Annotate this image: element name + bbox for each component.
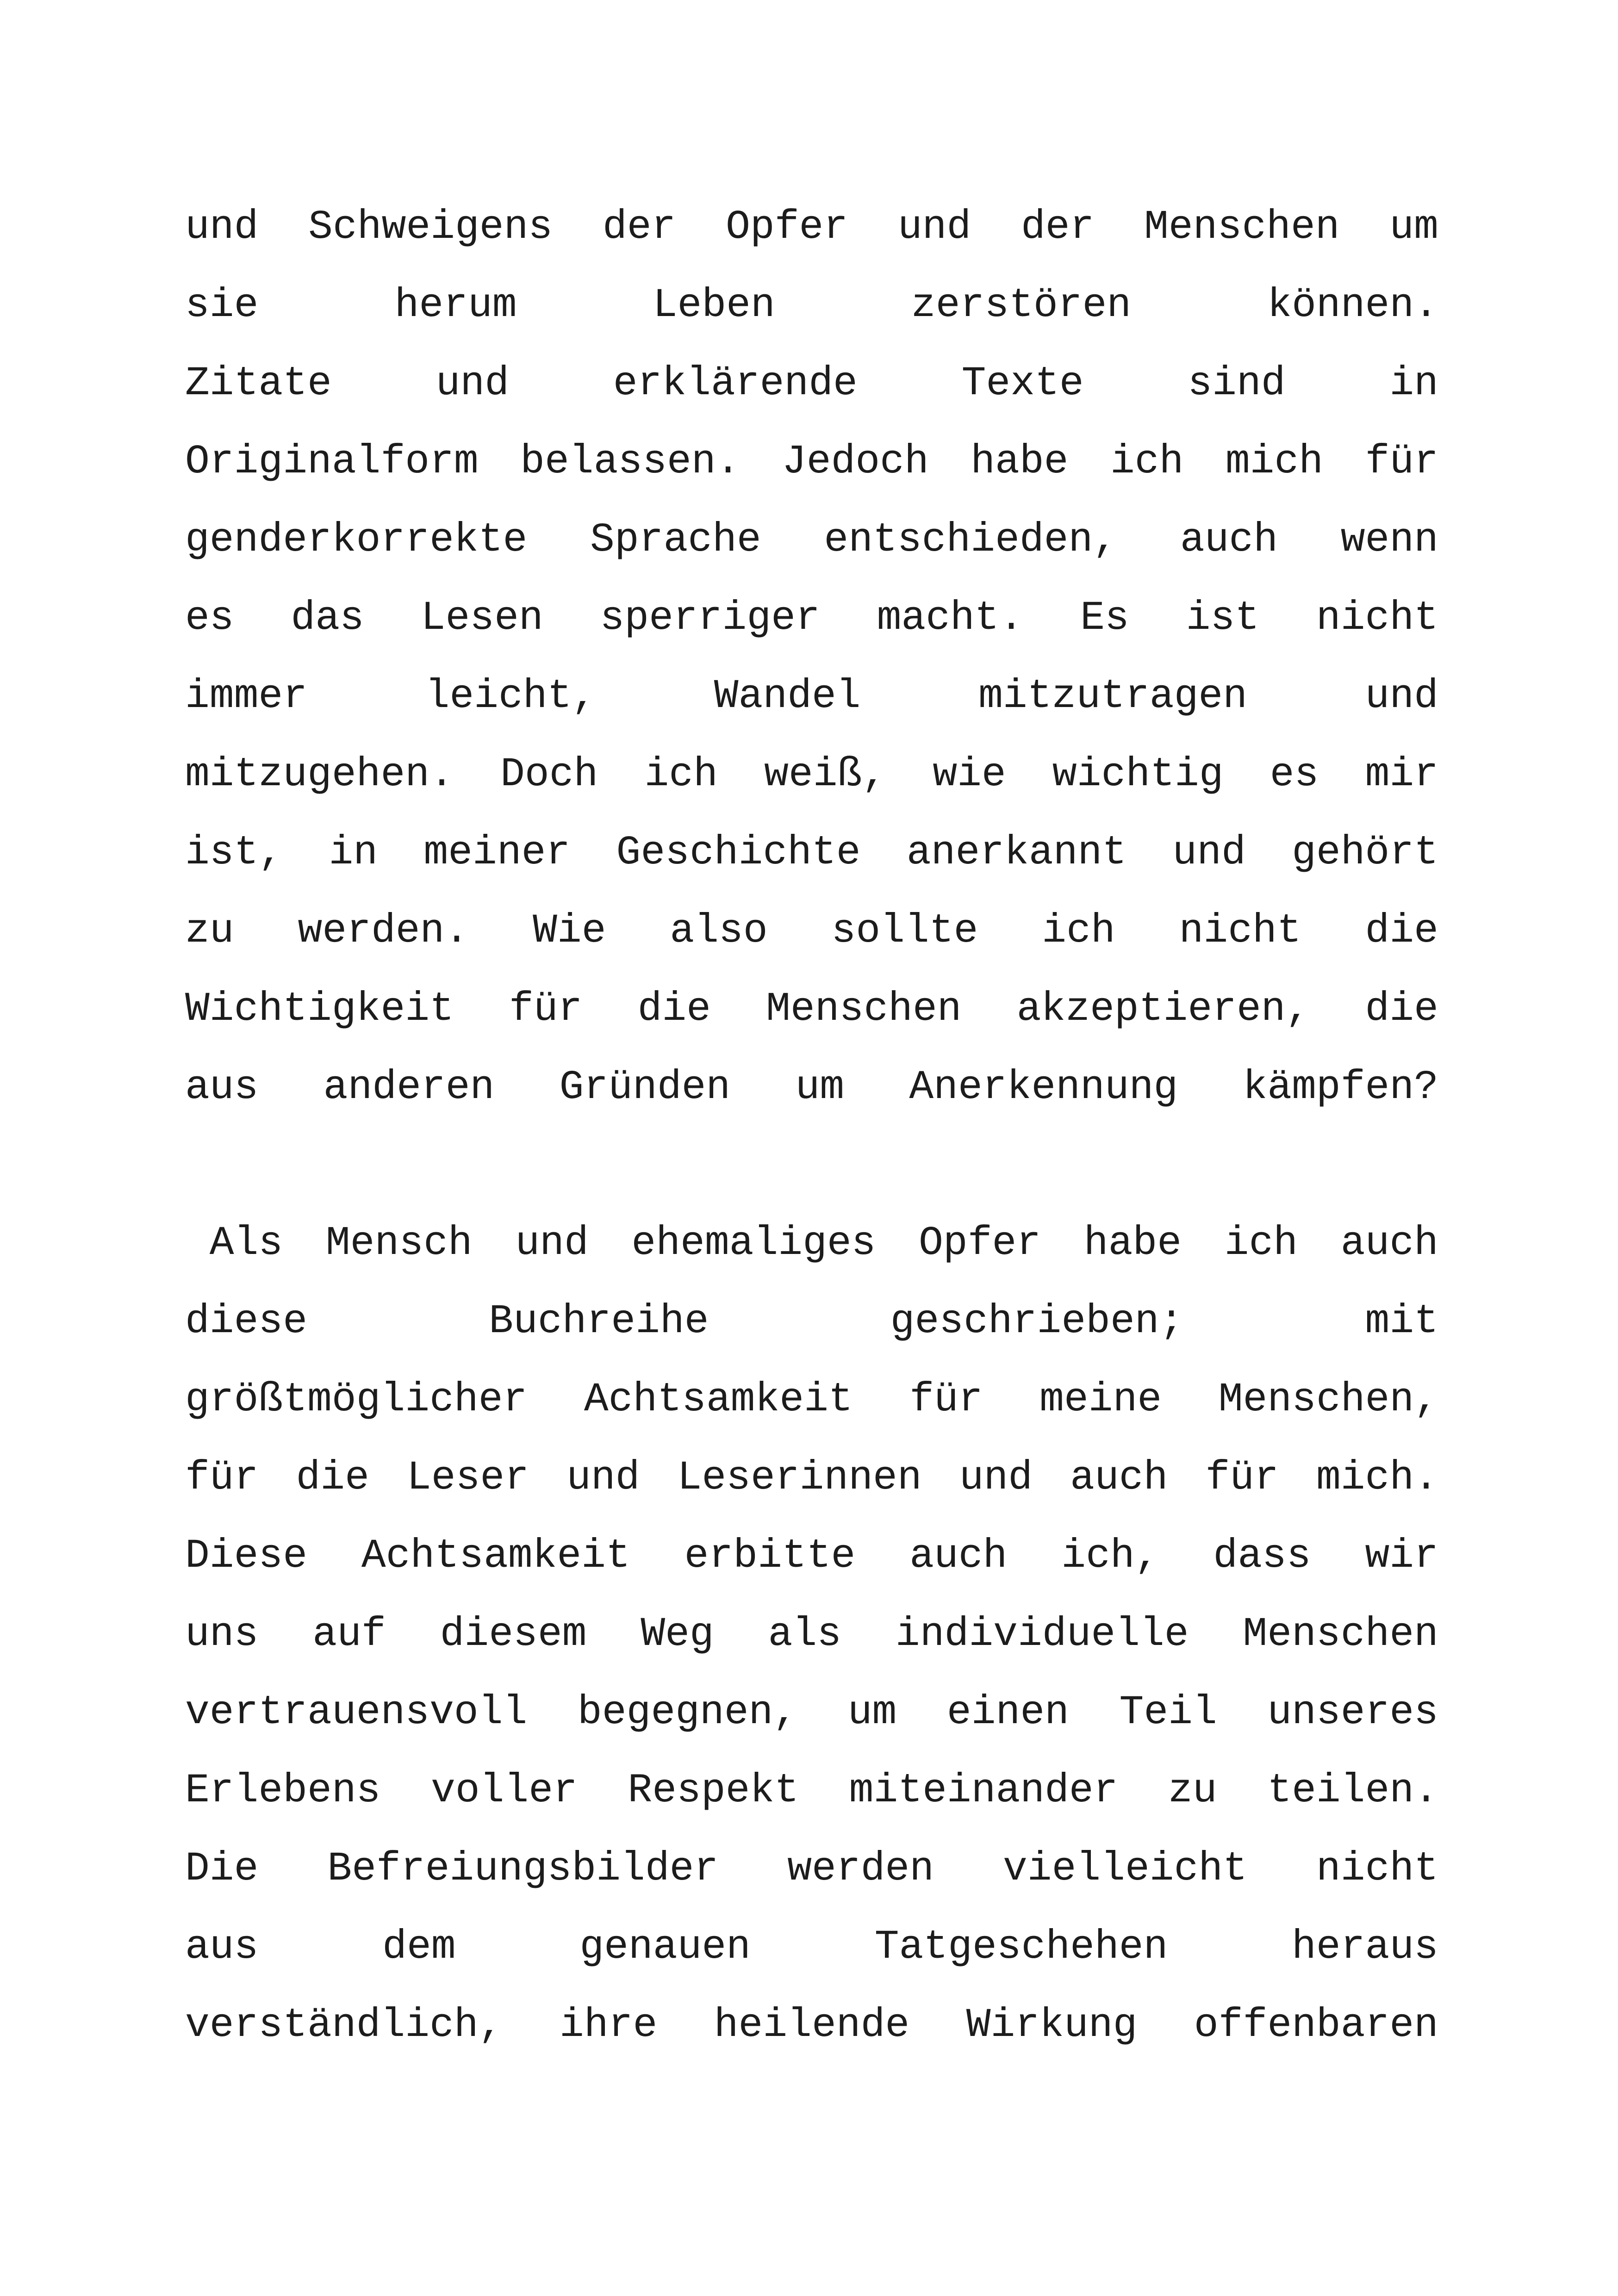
text-word: Tatgeschehen	[874, 1924, 1168, 1970]
text-line	[185, 1283, 1438, 1361]
text-word: als	[768, 1612, 842, 1657]
text-word: Geschichte	[616, 830, 861, 876]
text-word: größtmöglicher	[185, 1377, 528, 1423]
text-word: Weg	[641, 1612, 714, 1657]
text-word: anerkannt	[906, 830, 1127, 876]
text-word: um	[847, 1690, 897, 1736]
text-line	[185, 1049, 1438, 1127]
text-word: werden.	[298, 908, 469, 954]
text-word: meiner	[423, 830, 571, 876]
text-word: Befreiungsbilder	[327, 1846, 719, 1892]
text-word: unseres	[1267, 1690, 1438, 1736]
text-word: für	[909, 1377, 983, 1423]
text-word: können.	[1267, 283, 1438, 329]
text-word: um	[795, 1065, 845, 1111]
text-word: teilen.	[1267, 1768, 1438, 1814]
text-word: und	[515, 1221, 589, 1266]
text-word: Zitate	[185, 361, 332, 407]
text-word: mir	[1365, 752, 1438, 798]
text-word: die	[1365, 987, 1438, 1032]
text-word: belassen.	[520, 439, 741, 485]
text-word: genderkorrekte	[185, 517, 528, 563]
text-word: begegnen,	[577, 1690, 798, 1736]
text-line	[185, 501, 1438, 579]
text-word: ich	[1224, 1221, 1298, 1266]
text-word: nicht	[1316, 1846, 1438, 1892]
text-word: ich	[644, 752, 718, 798]
text-word: auch	[1340, 1221, 1438, 1266]
text-word: Leserinnen	[677, 1455, 922, 1501]
text-word: sperriger	[600, 596, 820, 641]
text-word: für	[509, 987, 583, 1032]
text-word: und	[436, 361, 510, 407]
text-word: Erlebens	[185, 1768, 381, 1814]
text-word: Leser	[406, 1455, 529, 1501]
text-word: wir	[1365, 1533, 1438, 1579]
text-word: Es	[1080, 596, 1129, 641]
text-word: verständlich,	[185, 2003, 503, 2048]
text-line	[185, 267, 1438, 345]
text-line	[185, 579, 1438, 658]
text-word: in	[1389, 361, 1438, 407]
text-word: auf	[312, 1612, 386, 1657]
text-line	[185, 1517, 1438, 1595]
text-word: Wie	[533, 908, 606, 954]
text-word: nicht	[1316, 596, 1438, 641]
text-word: Wichtigkeit	[185, 987, 454, 1032]
paragraph-1	[185, 188, 1438, 1127]
text-word: wie	[933, 752, 1006, 798]
text-word: es	[185, 596, 234, 641]
text-word: ist,	[185, 830, 283, 876]
text-word: mich.	[1316, 1455, 1438, 1501]
text-word: sind	[1188, 361, 1286, 407]
text-line	[185, 345, 1438, 423]
text-word: heraus	[1292, 1924, 1438, 1970]
text-word: macht.	[877, 596, 1024, 641]
text-word: Sprache	[590, 517, 761, 563]
text-word: ist	[1186, 596, 1260, 641]
text-word: um	[1389, 205, 1438, 250]
text-word: mit	[1365, 1299, 1438, 1345]
text-word: wenn	[1340, 517, 1438, 563]
text-word: die	[637, 987, 711, 1032]
text-line	[185, 1204, 1438, 1283]
text-word: Mensch	[325, 1221, 473, 1266]
text-word: dem	[382, 1924, 456, 1970]
text-word: sollte	[831, 908, 978, 954]
text-word: werden	[787, 1846, 934, 1892]
text-word: Teil	[1119, 1690, 1217, 1736]
text-word: für	[185, 1455, 259, 1501]
text-word: in	[329, 830, 378, 876]
text-word: Respekt	[628, 1768, 799, 1814]
text-word: ich	[1110, 439, 1184, 485]
text-word: zu	[185, 908, 234, 954]
text-word: zu	[1168, 1768, 1217, 1814]
text-word: Originalform	[185, 439, 479, 485]
text-word: Opfer	[726, 205, 848, 250]
text-word: Achtsamkeit	[361, 1533, 630, 1579]
text-word: Als	[185, 1221, 283, 1266]
text-line	[185, 188, 1438, 267]
text-word: Opfer	[919, 1221, 1041, 1266]
text-word: nicht	[1179, 908, 1301, 954]
text-word: Doch	[500, 752, 598, 798]
text-word: für	[1205, 1455, 1279, 1501]
text-line	[185, 423, 1438, 501]
text-word: und	[959, 1455, 1033, 1501]
text-word: Menschen	[1243, 1612, 1438, 1657]
text-word: vielleicht	[1002, 1846, 1248, 1892]
text-word: Menschen,	[1218, 1377, 1438, 1423]
text-word: geschrieben;	[890, 1299, 1184, 1345]
text-word: und	[1172, 830, 1246, 876]
text-word: sie	[185, 283, 259, 329]
text-word: Buchreihe	[489, 1299, 709, 1345]
text-word: entschieden,	[824, 517, 1118, 563]
text-word: heilende	[714, 2003, 910, 2048]
text-word: Schweigens	[308, 205, 553, 250]
text-word: diesem	[440, 1612, 587, 1657]
text-word: akzeptieren,	[1016, 987, 1310, 1032]
text-word: und	[566, 1455, 640, 1501]
text-word: ich,	[1061, 1533, 1159, 1579]
text-word: voller	[431, 1768, 578, 1814]
text-word: habe	[1083, 1221, 1182, 1266]
text-line	[185, 970, 1438, 1049]
text-line	[185, 1752, 1438, 1830]
text-line	[185, 1595, 1438, 1674]
text-word: Die	[185, 1846, 259, 1892]
text-word: Jedoch	[782, 439, 929, 485]
text-word: vertrauensvoll	[185, 1690, 528, 1736]
text-word: Wirkung	[966, 2003, 1138, 2048]
text-word: auch	[909, 1533, 1008, 1579]
text-word: offenbaren	[1194, 2003, 1438, 2048]
text-word: habe	[971, 439, 1069, 485]
text-word: immer	[185, 674, 308, 720]
text-word: das	[291, 596, 364, 641]
text-word: Achtsamkeit	[584, 1377, 853, 1423]
text-word: Texte	[961, 361, 1084, 407]
text-word: Menschen	[766, 987, 962, 1032]
text-word: gehört	[1292, 830, 1438, 876]
text-word: ihre	[560, 2003, 658, 2048]
text-line	[185, 1439, 1438, 1517]
text-word: anderen	[323, 1065, 495, 1111]
text-word: individuelle	[895, 1612, 1189, 1657]
text-word: aus	[185, 1065, 259, 1111]
text-line	[185, 1830, 1438, 1908]
text-word: erklärende	[613, 361, 858, 407]
text-line	[185, 1674, 1438, 1752]
text-word: auch	[1180, 517, 1278, 563]
text-word: für	[1365, 439, 1438, 485]
text-word: herum	[394, 283, 517, 329]
text-word: Leben	[653, 283, 775, 329]
text-word: erbitte	[684, 1533, 856, 1579]
text-line	[185, 658, 1438, 736]
text-word: kämpfen?	[1243, 1065, 1438, 1111]
text-word: wichtig	[1052, 752, 1224, 798]
text-line	[185, 814, 1438, 892]
text-word: und	[185, 205, 259, 250]
text-line	[185, 1361, 1438, 1439]
text-word: weiß,	[764, 752, 887, 798]
text-word: aus	[185, 1924, 259, 1970]
text-word: diese	[185, 1299, 308, 1345]
text-line	[185, 736, 1438, 814]
text-word: mitzutragen	[978, 674, 1248, 720]
text-line	[185, 1986, 1438, 2065]
text-word: es	[1270, 752, 1319, 798]
text-word: und	[897, 205, 971, 250]
text-word: die	[1365, 908, 1438, 954]
text-word: miteinander	[849, 1768, 1118, 1814]
text-line	[185, 892, 1438, 970]
text-word: die	[296, 1455, 369, 1501]
text-line	[185, 1908, 1438, 1986]
text-word: meine	[1039, 1377, 1162, 1423]
text-word: Diese	[185, 1533, 308, 1579]
text-word: der	[1021, 205, 1095, 250]
text-word: also	[670, 908, 768, 954]
text-word: mich	[1225, 439, 1324, 485]
text-word: zerstören	[911, 283, 1132, 329]
text-word: auch	[1070, 1455, 1168, 1501]
text-word: Lesen	[421, 596, 543, 641]
text-word: und	[1365, 674, 1438, 720]
text-word: Menschen	[1144, 205, 1340, 250]
text-word: ehemaliges	[631, 1221, 876, 1266]
text-word: mitzugehen.	[185, 752, 454, 798]
text-word: Wandel	[714, 674, 861, 720]
text-word: der	[602, 205, 676, 250]
text-word: leicht,	[425, 674, 597, 720]
text-word: uns	[185, 1612, 259, 1657]
text-word: genauen	[579, 1924, 751, 1970]
paragraph-2	[185, 1204, 1438, 2065]
text-word: dass	[1213, 1533, 1311, 1579]
text-word: Anerkennung	[909, 1065, 1178, 1111]
text-word: einen	[946, 1690, 1069, 1736]
text-word: ich	[1042, 908, 1115, 954]
text-word: Gründen	[559, 1065, 731, 1111]
